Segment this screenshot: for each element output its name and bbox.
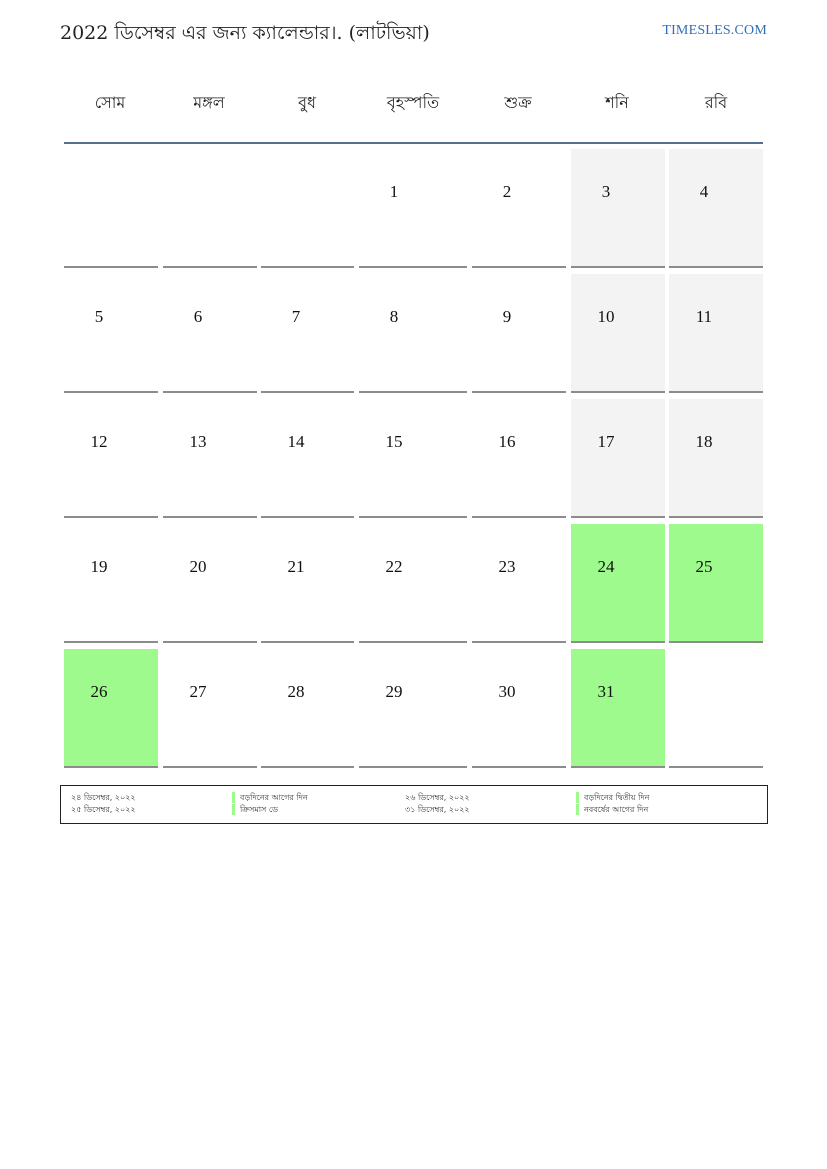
weekday-label: বৃহস্পতি — [386, 93, 440, 112]
day-cell[interactable] — [571, 649, 665, 768]
day-cell[interactable] — [64, 274, 158, 393]
day-cell[interactable] — [163, 274, 257, 393]
day-cell[interactable] — [261, 274, 354, 393]
day-cell[interactable] — [669, 399, 763, 518]
legend-color-marker — [232, 792, 235, 803]
day-cell[interactable] — [669, 524, 763, 643]
day-number: 11 — [695, 307, 713, 326]
day-number: 17 — [597, 432, 615, 451]
day-number: 8 — [389, 307, 399, 326]
day-number: 27 — [189, 682, 207, 701]
day-number: 12 — [90, 432, 108, 451]
day-number: 26 — [90, 682, 108, 701]
day-number: 15 — [385, 432, 403, 451]
day-cell[interactable] — [472, 274, 566, 393]
day-cell[interactable] — [669, 274, 763, 393]
day-cell[interactable] — [261, 149, 354, 268]
weekday-label: রবি — [704, 93, 728, 112]
calendar-title: 2022 ডিসেম্বর এর জন্য ক্যালেন্ডার।. (লাটভিয়া) — [60, 22, 430, 44]
legend-date-2: ২৫ ডিসেম্বর, ২০২২ — [71, 805, 136, 814]
day-number: 2 — [502, 182, 512, 201]
day-number: 19 — [90, 557, 108, 576]
legend-color-marker — [576, 792, 579, 803]
header-divider — [64, 142, 763, 144]
day-cell[interactable] — [571, 274, 665, 393]
day-number: 21 — [287, 557, 305, 576]
day-number: 1 — [389, 182, 399, 201]
day-cell[interactable] — [163, 524, 257, 643]
day-number: 13 — [189, 432, 207, 451]
day-cell[interactable] — [163, 149, 257, 268]
day-cell[interactable] — [472, 399, 566, 518]
day-number: 3 — [601, 182, 611, 201]
day-cell[interactable] — [64, 649, 158, 768]
day-cell[interactable] — [64, 524, 158, 643]
day-number: 14 — [287, 432, 305, 451]
day-number: 5 — [94, 307, 104, 326]
day-cell[interactable] — [571, 524, 665, 643]
legend-color-marker — [576, 804, 579, 815]
day-number: 4 — [699, 182, 709, 201]
day-number: 29 — [385, 682, 403, 701]
day-cell[interactable] — [472, 524, 566, 643]
site-link[interactable]: TIMESLES.COM — [662, 23, 767, 38]
day-cell[interactable] — [64, 399, 158, 518]
legend-holiday-4: নববর্ষের আগের দিন — [584, 805, 649, 814]
day-number: 31 — [597, 682, 615, 701]
day-number: 9 — [502, 307, 512, 326]
day-cell[interactable] — [571, 399, 665, 518]
day-cell[interactable] — [472, 149, 566, 268]
day-cell[interactable] — [359, 524, 467, 643]
day-cell[interactable] — [359, 274, 467, 393]
day-cell[interactable] — [359, 399, 467, 518]
legend-holiday-2: ক্রিসমাস ডে — [240, 805, 278, 814]
day-number: 20 — [189, 557, 207, 576]
day-number: 16 — [498, 432, 516, 451]
day-cell[interactable] — [359, 649, 467, 768]
legend-date-1: ২৪ ডিসেম্বর, ২০২২ — [71, 793, 136, 802]
legend-date-4: ৩১ ডিসেম্বর, ২০২২ — [405, 805, 470, 814]
legend-holiday-3: বড়দিনের দ্বিতীয় দিন — [584, 793, 650, 802]
day-cell[interactable] — [669, 149, 763, 268]
day-number: 10 — [597, 307, 615, 326]
day-cell[interactable] — [261, 399, 354, 518]
weekday-label: শনি — [605, 93, 629, 112]
weekday-label: বুধ — [298, 93, 316, 112]
weekday-label: শুক্র — [504, 93, 532, 112]
day-cell[interactable] — [571, 149, 665, 268]
legend-date-3: ২৬ ডিসেম্বর, ২০২২ — [405, 793, 470, 802]
day-cell[interactable] — [64, 149, 158, 268]
legend-holiday-1: বড়দিনের আগের দিন — [240, 793, 308, 802]
day-number: 6 — [193, 307, 203, 326]
day-number: 30 — [498, 682, 516, 701]
day-number: 22 — [385, 557, 403, 576]
day-number: 24 — [597, 557, 615, 576]
day-number: 25 — [695, 557, 713, 576]
holiday-legend — [60, 785, 768, 824]
day-cell[interactable] — [163, 399, 257, 518]
day-cell[interactable] — [261, 524, 354, 643]
day-cell[interactable] — [261, 649, 354, 768]
day-cell[interactable] — [669, 649, 763, 768]
day-number: 7 — [291, 307, 301, 326]
weekday-label: মঙ্গল — [193, 93, 225, 112]
weekday-label: সোম — [94, 93, 126, 112]
day-number: 23 — [498, 557, 516, 576]
day-number: 18 — [695, 432, 713, 451]
legend-color-marker — [232, 804, 235, 815]
day-number: 28 — [287, 682, 305, 701]
day-cell[interactable] — [163, 649, 257, 768]
day-cell[interactable] — [472, 649, 566, 768]
day-cell[interactable] — [359, 149, 467, 268]
